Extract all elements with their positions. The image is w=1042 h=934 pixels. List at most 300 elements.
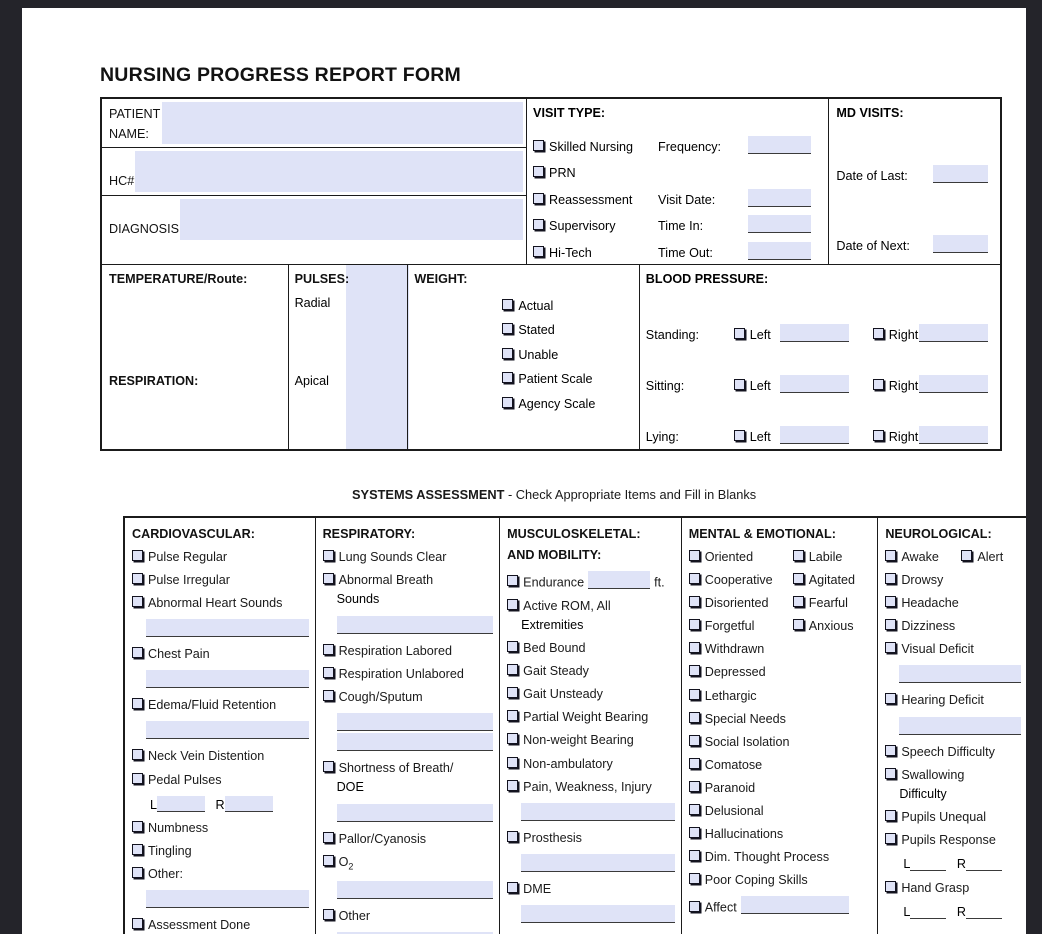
checkbox-swallowing-difficulty[interactable]: [885, 768, 1021, 782]
checkbox-icon: [132, 596, 143, 607]
checkbox-icon: [502, 299, 513, 310]
vitals-row: [102, 264, 1000, 449]
patient-name-label-line1: PATIENT: [109, 107, 161, 121]
checkbox-icon: [533, 166, 544, 177]
checkbox-bp-standing-left[interactable]: [734, 328, 780, 342]
checkbox-dim-thought-process[interactable]: [689, 850, 872, 864]
checkbox-label: Right: [888, 378, 919, 393]
checkbox-label: Active ROM, All: [523, 598, 611, 613]
checkbox-pallor-cyanosis[interactable]: [323, 832, 494, 846]
checkbox-respiratory-other[interactable]: [323, 909, 494, 923]
checkbox-prosthesis[interactable]: [507, 831, 675, 845]
checkbox-label: Pallor/Cyanosis: [338, 831, 427, 846]
heading-neurological: NEUROLOGICAL:: [885, 527, 992, 541]
pupils-r-input[interactable]: [966, 856, 1002, 871]
document-page: [22, 8, 1026, 934]
checkbox-icon: [507, 733, 518, 744]
checkbox-icon: [323, 855, 334, 866]
checkbox-cardiovascular-other[interactable]: [132, 867, 309, 881]
heading-cardiovascular: CARDIOVASCULAR:: [132, 527, 255, 541]
endurance-input[interactable]: [588, 571, 650, 589]
checkbox-label: PRN: [549, 166, 576, 180]
checkbox-numbness[interactable]: [132, 821, 309, 835]
checkbox-skilled-nursing[interactable]: [533, 140, 658, 154]
checkbox-label: Pupils Response: [901, 833, 996, 848]
checkbox-icon: [132, 867, 143, 878]
hc-number-input[interactable]: [135, 151, 523, 192]
checkbox-label: Cooperative: [704, 573, 773, 588]
checkbox-label: Disoriented: [704, 596, 769, 611]
patient-name-label-line2: NAME:: [109, 127, 149, 141]
checkbox-pupils-unequal[interactable]: [885, 810, 1021, 824]
bp-row-standing: [646, 291, 1000, 342]
checkbox-label: Withdrawn: [704, 642, 765, 657]
checkbox-icon: [502, 372, 513, 383]
checkbox-shortness-of-breath[interactable]: [323, 761, 494, 775]
checkbox-label: Anxious: [808, 619, 854, 634]
checkbox-icon: [533, 193, 544, 204]
checkbox-icon: [533, 246, 544, 257]
mental-column-2: [793, 550, 855, 642]
checkbox-icon: [689, 550, 700, 561]
checkbox-weight-stated[interactable]: [502, 323, 638, 337]
checkbox-partial-weight-bearing[interactable]: [507, 710, 675, 724]
neuro-column-2: [961, 550, 1003, 573]
systems-assessment-caption-rest: - Check Appropriate Items and Fill in Blanks: [504, 487, 757, 502]
checkbox-icon: [132, 573, 143, 584]
bp-sitting-right-input[interactable]: [919, 375, 988, 393]
pedal-r-input[interactable]: [225, 796, 273, 812]
diagnosis-label: DIAGNOSIS: [109, 222, 179, 236]
checkbox-label: Agitated: [808, 573, 855, 588]
md-date-of-last-input[interactable]: [933, 165, 988, 183]
checkbox-weight-actual[interactable]: [502, 299, 638, 313]
checkbox-label: Lethargic: [704, 688, 757, 703]
md-date-of-last-label: Date of Last:: [836, 169, 908, 183]
checkbox-icon: [885, 833, 896, 844]
checkbox-icon: [885, 642, 896, 653]
checkbox-anxious[interactable]: [793, 619, 855, 633]
pupils-r-label: R: [956, 857, 966, 872]
checkbox-label: Agency Scale: [518, 396, 596, 411]
checkbox-label: Respiration Unlabored: [338, 666, 464, 681]
blood-pressure-heading: BLOOD PRESSURE:: [645, 271, 769, 286]
checkbox-hearing-deficit[interactable]: [885, 693, 1021, 707]
checkbox-pulse-regular[interactable]: [132, 550, 309, 564]
diagnosis-input[interactable]: [180, 199, 523, 240]
pupils-l-label: L: [903, 857, 911, 872]
checkbox-neck-vein-distention[interactable]: [132, 749, 309, 763]
checkbox-paranoid[interactable]: [689, 781, 872, 795]
checkbox-pupils-response[interactable]: [885, 833, 1021, 847]
checkbox-icon: [689, 573, 700, 584]
pulses-cell: [288, 265, 408, 449]
checkbox-label: Reassessment: [549, 192, 633, 207]
checkbox-label: Abnormal Breath: [338, 573, 434, 588]
checkbox-icon: [793, 550, 804, 561]
checkbox-icon: [689, 689, 700, 700]
oxygen-input[interactable]: [337, 881, 494, 899]
checkbox-fearful[interactable]: [793, 596, 855, 610]
checkbox-cough-sputum[interactable]: [323, 690, 494, 704]
checkbox-abnormal-breath-sounds[interactable]: [323, 573, 494, 587]
checkbox-speech-difficulty[interactable]: [885, 745, 1021, 759]
temperature-label: TEMPERATURE/Route:: [109, 271, 248, 286]
checkbox-label: Affect: [704, 900, 737, 915]
checkbox-icon: [961, 550, 972, 561]
checkbox-label: Cough/Sputum: [338, 689, 423, 704]
checkbox-icon: [689, 781, 700, 792]
checkbox-icon: [507, 882, 518, 893]
checkbox-bp-sitting-right[interactable]: [873, 379, 919, 393]
checkbox-tingling[interactable]: [132, 844, 309, 858]
checkbox-label: Fearful: [808, 596, 848, 611]
bp-standing-left-input[interactable]: [780, 324, 849, 342]
checkbox-icon: [132, 749, 143, 760]
visit-type-row-reassessment: [533, 180, 828, 207]
checkbox-label: Shortness of Breath/: [338, 760, 454, 775]
checkbox-icon: [689, 804, 700, 815]
time-out-label: Time Out:: [658, 245, 713, 260]
checkbox-label: Forgetful: [704, 619, 755, 634]
checkbox-icon: [885, 573, 896, 584]
hand-grasp-lr-row: [903, 904, 1021, 919]
grasp-r-input[interactable]: [966, 904, 1002, 919]
bp-row-lying: [646, 393, 1000, 444]
checkbox-icon: [323, 690, 334, 701]
systems-assessment-caption-bold: SYSTEMS ASSESSMENT: [352, 487, 505, 502]
checkbox-label: Unable: [518, 347, 559, 362]
checkbox-weight-unable[interactable]: [502, 348, 638, 362]
checkbox-bp-sitting-left[interactable]: [734, 379, 780, 393]
checkbox-icon: [689, 642, 700, 653]
patient-info-cell: [102, 99, 526, 264]
visit-type-cell: [526, 99, 828, 264]
checkbox-label: Speech Difficulty: [901, 744, 995, 759]
checkbox-chest-pain[interactable]: [132, 647, 309, 661]
pulses-label: PULSES:: [294, 271, 350, 286]
checkbox-icon: [885, 596, 896, 607]
checkbox-icon: [689, 873, 700, 884]
pedal-r-label: R: [215, 797, 225, 812]
checkbox-label: Swallowing: [901, 767, 965, 782]
sob-continuation: DOE: [336, 780, 364, 795]
md-date-of-next-row: [836, 235, 1000, 253]
bp-position-label: Lying:: [645, 429, 679, 444]
bp-sitting-left-input[interactable]: [780, 375, 849, 393]
checkbox-bp-lying-left[interactable]: [734, 430, 780, 444]
checkbox-label: Depressed: [704, 665, 766, 680]
checkbox-pain-weakness-injury[interactable]: [507, 780, 675, 794]
checkbox-icon: [502, 348, 513, 359]
checkbox-affect[interactable]: [689, 896, 872, 914]
frequency-input[interactable]: [748, 136, 811, 154]
visit-type-row-prn: [533, 154, 828, 181]
checkbox-prn[interactable]: [533, 166, 658, 180]
checkbox-dizziness[interactable]: [885, 619, 1021, 633]
checkbox-label: Lung Sounds Clear: [338, 550, 447, 564]
checkbox-alert[interactable]: [961, 550, 1003, 564]
dme-input[interactable]: [521, 905, 675, 923]
checkbox-labile[interactable]: [793, 550, 855, 564]
checkbox-label: Special Needs: [704, 711, 786, 726]
checkbox-label: Dizziness: [901, 619, 956, 634]
checkbox-special-needs[interactable]: [689, 712, 872, 726]
chest-pain-input[interactable]: [146, 670, 309, 688]
checkbox-label: Stated: [518, 323, 555, 337]
md-date-of-next-label: Date of Next:: [836, 239, 910, 253]
checkbox-depressed[interactable]: [689, 665, 872, 679]
checkbox-comatose[interactable]: [689, 758, 872, 772]
abnormal-breath-input[interactable]: [337, 616, 494, 634]
cough-sputum-input-1[interactable]: [337, 713, 494, 731]
checkbox-pulse-irregular[interactable]: [132, 573, 309, 587]
checkbox-abnormal-heart-sounds[interactable]: [132, 596, 309, 610]
md-date-of-last-row: [836, 165, 1000, 183]
visual-deficit-input[interactable]: [899, 665, 1021, 683]
respiration-label: RESPIRATION:: [109, 373, 199, 388]
header-row: [102, 99, 1000, 264]
checkbox-label: Hand Grasp: [901, 880, 970, 895]
pedal-pulses-lr-row: [150, 796, 309, 812]
checkbox-dme[interactable]: [507, 882, 675, 896]
bp-position-label: Standing:: [645, 327, 700, 342]
hc-number-label: HC#: [109, 174, 135, 188]
checkbox-respiration-unlabored[interactable]: [323, 667, 494, 681]
checkbox-icon: [507, 599, 518, 610]
checkbox-label: Supervisory: [549, 219, 616, 233]
checkbox-bed-bound[interactable]: [507, 641, 675, 655]
checkbox-label: Pupils Unequal: [901, 810, 987, 825]
checkbox-icon: [507, 710, 518, 721]
checkbox-label: Other:: [148, 867, 183, 882]
pain-weakness-injury-input[interactable]: [521, 803, 675, 821]
checkbox-label: Visual Deficit: [901, 642, 974, 657]
checkbox-label: Actual: [518, 298, 554, 313]
checkbox-label: Left: [749, 327, 771, 342]
cardiovascular-other-input[interactable]: [146, 890, 309, 908]
bp-lying-left-input[interactable]: [780, 426, 849, 444]
checkbox-label: Left: [749, 378, 771, 393]
grasp-l-input[interactable]: [910, 904, 946, 919]
column-mental-emotional: [681, 518, 878, 934]
pedal-l-input[interactable]: [157, 796, 205, 812]
hearing-deficit-input[interactable]: [899, 717, 1021, 735]
abnormal-heart-sounds-input[interactable]: [146, 619, 309, 637]
checkbox-oriented[interactable]: [689, 550, 793, 564]
checkbox-bp-lying-right[interactable]: [873, 430, 919, 444]
checkbox-hi-tech[interactable]: [533, 246, 658, 260]
checkbox-disoriented[interactable]: [689, 596, 793, 610]
checkbox-icon: [873, 328, 884, 339]
checkbox-icon: [323, 832, 334, 843]
checkbox-label: Assessment Done: [148, 918, 251, 933]
checkbox-forgetful[interactable]: [689, 619, 793, 633]
checkbox-icon: [502, 323, 513, 334]
checkbox-drowsy[interactable]: [885, 573, 1021, 587]
checkbox-icon: [533, 140, 544, 151]
neuro-column-1: [885, 550, 961, 573]
time-out-input[interactable]: [748, 242, 811, 260]
bp-row-sitting: [646, 342, 1000, 393]
checkbox-reassessment[interactable]: [533, 193, 658, 207]
checkbox-label: Gait Unsteady: [523, 687, 603, 702]
checkbox-icon: [793, 573, 804, 584]
blood-pressure-cell: [639, 265, 1000, 449]
checkbox-supervisory[interactable]: [533, 219, 658, 233]
checkbox-label: Neck Vein Distention: [148, 749, 265, 764]
checkbox-endurance[interactable]: [507, 571, 675, 589]
checkbox-weight-agency-scale[interactable]: [502, 397, 638, 411]
checkbox-label: Labile: [808, 550, 843, 564]
checkbox-assessment-done[interactable]: [132, 918, 309, 932]
swallowing-continuation: Difficulty: [899, 786, 947, 801]
patient-name-input[interactable]: [162, 102, 523, 144]
checkbox-label: Hi-Tech: [549, 245, 592, 260]
checkbox-hallucinations[interactable]: [689, 827, 872, 841]
patient-name-row: [102, 99, 526, 147]
column-neurological: [877, 518, 1026, 934]
checkbox-pedal-pulses[interactable]: [132, 773, 309, 787]
checkbox-icon: [323, 761, 334, 772]
checkbox-label: Patient Scale: [518, 372, 593, 386]
checkbox-label: Delusional: [704, 804, 764, 819]
checkbox-social-isolation[interactable]: [689, 735, 872, 749]
checkbox-oxygen[interactable]: [323, 855, 494, 872]
checkbox-icon: [507, 575, 518, 586]
checkbox-non-ambulatory[interactable]: [507, 757, 675, 771]
endurance-unit: ft.: [654, 575, 665, 590]
grasp-l-label: L: [903, 905, 911, 920]
checkbox-label: Drowsy: [901, 573, 944, 588]
checkbox-icon: [689, 665, 700, 676]
checkbox-label: O: [338, 854, 349, 869]
checkbox-label: Left: [749, 429, 771, 444]
checkbox-respiration-labored[interactable]: [323, 644, 494, 658]
checkbox-lethargic[interactable]: [689, 689, 872, 703]
checkbox-label: Skilled Nursing: [549, 139, 634, 154]
checkbox-hand-grasp[interactable]: [885, 881, 1021, 895]
checkbox-agitated[interactable]: [793, 573, 855, 587]
checkbox-icon: [132, 698, 143, 709]
checkbox-icon: [132, 773, 143, 784]
checkbox-icon: [132, 647, 143, 658]
checkbox-active-rom[interactable]: [507, 599, 675, 613]
checkbox-withdrawn[interactable]: [689, 642, 872, 656]
pulse-values-input[interactable]: [346, 265, 409, 449]
checkbox-icon: [793, 596, 804, 607]
checkbox-icon: [689, 758, 700, 769]
checkbox-label: Headache: [901, 596, 959, 611]
visit-type-row-supervisory: [533, 207, 828, 234]
visit-type-heading: VISIT TYPE:: [533, 106, 606, 120]
checkbox-icon: [507, 641, 518, 652]
heading-mental-emotional: MENTAL & EMOTIONAL:: [688, 527, 836, 541]
checkbox-gait-unsteady[interactable]: [507, 687, 675, 701]
checkbox-cooperative[interactable]: [689, 573, 793, 587]
md-date-of-next-input[interactable]: [933, 235, 988, 253]
checkbox-icon: [132, 844, 143, 855]
checkbox-edema-fluid-retention[interactable]: [132, 698, 309, 712]
checkbox-label: Poor Coping Skills: [704, 873, 808, 888]
mental-column-1: [689, 550, 793, 642]
checkbox-label: Edema/Fluid Retention: [148, 698, 277, 713]
checkbox-icon: [507, 757, 518, 768]
checkbox-icon: [132, 821, 143, 832]
pulse-apical-label: Apical: [294, 373, 329, 388]
checkbox-visual-deficit[interactable]: [885, 642, 1021, 656]
checkbox-icon: [323, 909, 334, 920]
bp-lying-right-input[interactable]: [919, 426, 988, 444]
checkbox-label: Bed Bound: [523, 641, 586, 656]
heading-and-mobility: AND MOBILITY:: [507, 548, 602, 562]
pupils-response-lr-row: [903, 856, 1021, 871]
checkbox-icon: [885, 810, 896, 821]
oxygen-subscript: 2: [348, 861, 354, 872]
grasp-r-label: R: [956, 905, 966, 920]
checkbox-icon: [507, 664, 518, 675]
checkbox-label: Alert: [977, 550, 1004, 564]
checkbox-icon: [507, 687, 518, 698]
heading-musculoskeletal: MUSCULOSKELETAL:: [507, 527, 641, 541]
checkbox-label: Partial Weight Bearing: [523, 710, 649, 725]
checkbox-awake[interactable]: [885, 550, 961, 564]
visit-date-input[interactable]: [748, 189, 811, 207]
checkbox-icon: [689, 735, 700, 746]
prosthesis-input[interactable]: [521, 854, 675, 872]
checkbox-icon: [323, 644, 334, 655]
cough-sputum-input-2[interactable]: [337, 733, 494, 751]
pupils-l-input[interactable]: [910, 856, 946, 871]
affect-input[interactable]: [741, 896, 849, 914]
checkbox-weight-patient-scale[interactable]: [502, 372, 638, 386]
edema-input[interactable]: [146, 721, 309, 739]
checkbox-icon: [793, 619, 804, 630]
checkbox-icon: [885, 768, 896, 779]
checkbox-label: Pulse Irregular: [148, 573, 230, 588]
bp-standing-right-input[interactable]: [919, 324, 988, 342]
checkbox-label: Non-ambulatory: [523, 756, 613, 771]
column-respiratory: [315, 518, 500, 934]
md-visits-cell: [828, 99, 1000, 264]
checkbox-label: Hearing Deficit: [901, 693, 984, 708]
checkbox-poor-coping-skills[interactable]: [689, 873, 872, 887]
checkbox-gait-steady[interactable]: [507, 664, 675, 678]
mental-two-column-block: [689, 550, 872, 642]
checkbox-icon: [885, 693, 896, 704]
checkbox-headache[interactable]: [885, 596, 1021, 610]
checkbox-delusional[interactable]: [689, 804, 872, 818]
weight-label: WEIGHT:: [414, 271, 468, 286]
diagnosis-row: [102, 195, 526, 243]
checkbox-label: Pulse Regular: [148, 550, 228, 564]
checkbox-non-weight-bearing[interactable]: [507, 733, 675, 747]
shortness-of-breath-input[interactable]: [337, 804, 494, 822]
checkbox-icon: [885, 619, 896, 630]
checkbox-icon: [734, 379, 745, 390]
checkbox-bp-standing-right[interactable]: [873, 328, 919, 342]
checkbox-icon: [507, 831, 518, 842]
time-in-input[interactable]: [748, 215, 811, 233]
weight-cell: [407, 265, 638, 449]
checkbox-icon: [734, 430, 745, 441]
checkbox-icon: [323, 573, 334, 584]
checkbox-icon: [132, 550, 143, 561]
checkbox-label: Social Isolation: [704, 734, 790, 749]
checkbox-label: Endurance: [523, 575, 585, 590]
checkbox-label: Gait Steady: [523, 664, 589, 679]
checkbox-lung-sounds-clear[interactable]: [323, 550, 494, 564]
